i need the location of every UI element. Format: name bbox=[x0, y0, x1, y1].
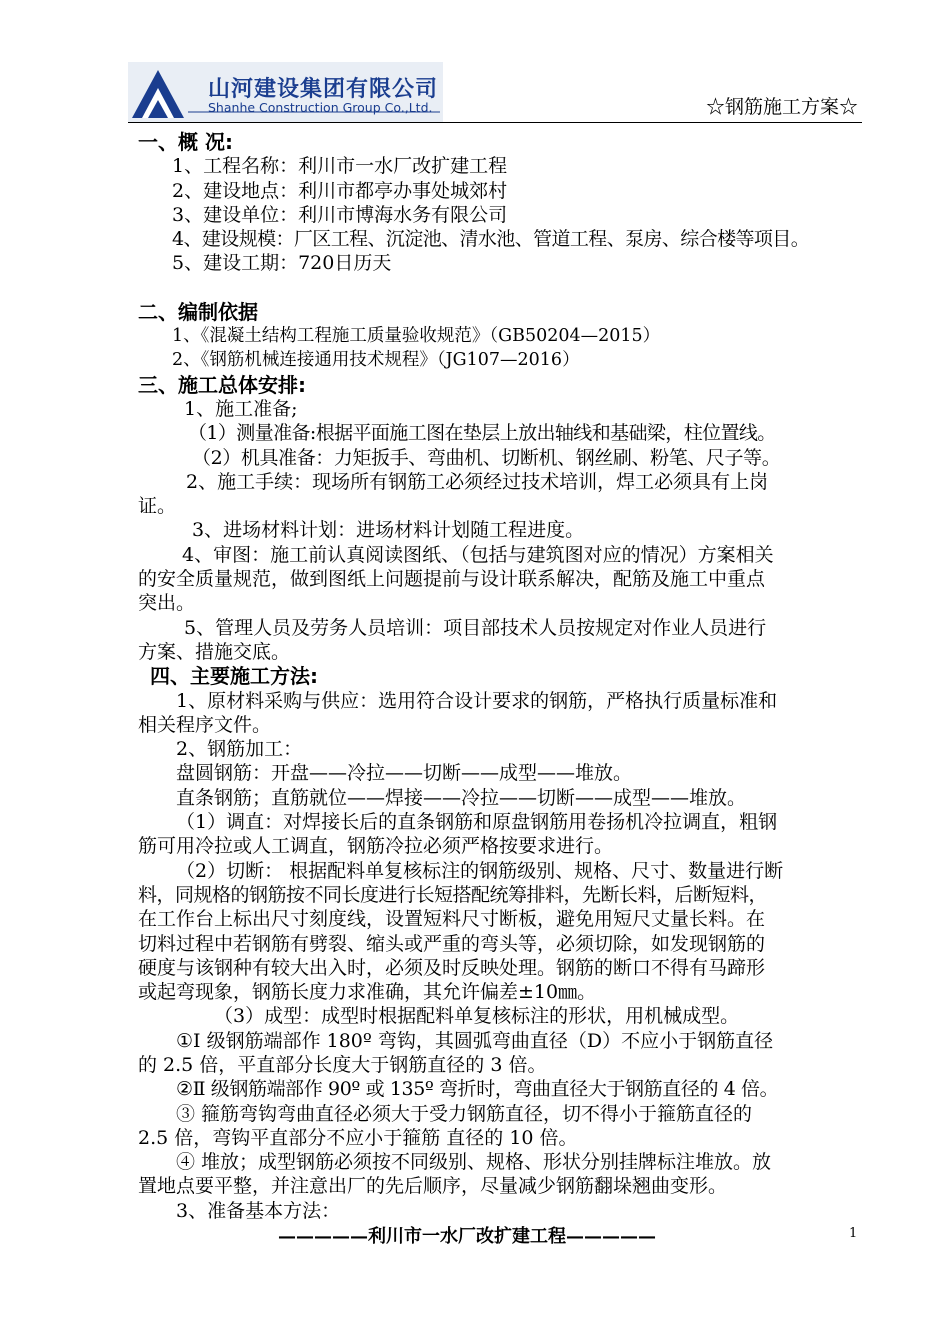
paragraph-line: 切料过程中若钢筋有劈裂、缩头或严重的弯头等，必须切除，如发现钢筋的 bbox=[138, 932, 766, 955]
paragraph-line: 2.5 倍，弯钩平直部分不应小于箍筋 直径的 10 倍。 bbox=[138, 1126, 578, 1149]
paragraph-line: 2、钢筋加工： bbox=[176, 738, 303, 761]
paragraph-line: 的 2.5 倍，平直部分长度大于钢筋直径的 3 倍。 bbox=[138, 1053, 547, 1076]
paragraph-line: 5、管理人员及劳务人员培训：项目部技术人员按规定对作业人员进行 bbox=[184, 616, 767, 639]
basis-item: 1、《混凝土结构工程施工质量验收规范》（GB50204—2015） bbox=[172, 326, 661, 347]
paragraph-line: （3）成型：成型时根据配料单复核标注的形状，用机械成型。 bbox=[214, 1005, 740, 1028]
paragraph-line: 证。 bbox=[138, 495, 177, 518]
section-3-heading: 三、施工总体安排: bbox=[138, 372, 306, 397]
paragraph-line: 或起弯现象，钢筋长度力求准确，其允许偏差±10㎜。 bbox=[138, 981, 597, 1004]
header-divider bbox=[128, 122, 862, 123]
page-header bbox=[128, 62, 862, 124]
overview-item: 3、建设单位：利川市博海水务有限公司 bbox=[172, 203, 508, 226]
paragraph-line: 2、施工手续：现场所有钢筋工必须经过技术培训，焊工必须具有上岗 bbox=[186, 470, 769, 493]
paragraph-line: 置地点要平整，并注意出厂的先后顺序，尽量减少钢筋翻垛翘曲变形。 bbox=[138, 1175, 728, 1198]
overview-item: 2、建设地点：利川市都亭办事处城郊村 bbox=[172, 179, 508, 202]
paragraph-line: （2）机具准备：力矩扳手、弯曲机、切断机、钢丝刷、粉笔、尺子等。 bbox=[192, 446, 781, 469]
paragraph-line: 盘圆钢筋：开盘——冷拉——切断——成型——堆放。 bbox=[176, 762, 633, 785]
paragraph-line: ④ 堆放；成型钢筋必须按不同级别、规格、形状分别挂牌标注堆放。放 bbox=[176, 1151, 772, 1174]
paragraph-line: 方案、措施交底。 bbox=[138, 640, 291, 663]
logo-company-name-cn: 山河建设集团有限公司 bbox=[208, 77, 439, 102]
footer-project-name: —————利川市一水厂改扩建工程————— bbox=[278, 1226, 656, 1247]
overview-item: 5、建设工期：720日历天 bbox=[172, 252, 392, 275]
paragraph-line: 筋可用冷拉或人工调直，钢筋冷拉必须严格按要求进行。 bbox=[138, 835, 614, 858]
logo-company-name-en: Shanhe Construction Group Co.,Ltd. bbox=[208, 100, 433, 115]
section-1-heading: 一、概 况: bbox=[138, 130, 233, 154]
paragraph-line: 4、审图：施工前认真阅读图纸、（包括与建筑图对应的情况）方案相关 bbox=[182, 543, 774, 566]
paragraph-line: 相关程序文件。 bbox=[138, 713, 272, 736]
section-2-heading: 二、编制依据 bbox=[138, 299, 258, 324]
paragraph-line: 料，同规格的钢筋按不同长度进行长短搭配统筹排料，先断长料，后断短料， bbox=[138, 883, 768, 906]
paragraph-line: 直条钢筋；直筋就位——焊接——冷拉——切断——成型——堆放。 bbox=[176, 786, 747, 809]
paragraph-line: （2）切断： 根据配料单复核标注的钢筋级别、规格、尺寸、数量进行断 bbox=[176, 859, 784, 882]
paragraph-line: 1、施工准备; bbox=[184, 397, 298, 420]
document-title: ☆钢筋施工方案☆ bbox=[705, 96, 858, 118]
paragraph-line: 硬度与该钢种有较大出入时，必须及时反映处理。钢筋的断口不得有马蹄形 bbox=[138, 956, 766, 979]
overview-item: 4、建设规模：厂区工程、沉淀池、清水池、管道工程、泵房、综合楼等项目。 bbox=[172, 228, 810, 251]
paragraph-line: 1、原材料采购与供应：选用符合设计要求的钢筋，严格执行质量标准和 bbox=[176, 689, 778, 712]
basis-item: 2、《钢筋机械连接通用技术规程》（JG107—2016） bbox=[172, 350, 580, 371]
paragraph-line: 突出。 bbox=[138, 592, 196, 615]
paragraph-line: ①Ⅰ 级钢筋端部作 180º 弯钩，其圆弧弯曲直径（D）不应小于钢筋直径 bbox=[176, 1029, 774, 1052]
paragraph-line: 3、进场材料计划：进场材料计划随工程进度。 bbox=[192, 519, 585, 542]
paragraph-line: 在工作台上标出尺寸刻度线，设置短料尺寸断板，避免用短尺丈量长料。在 bbox=[138, 908, 766, 931]
document-body bbox=[138, 130, 862, 1223]
paragraph-line: （1）调直：对焊接长后的直条钢筋和原盘钢筋用卷扬机冷拉调直，粗钢 bbox=[176, 811, 778, 834]
paragraph-line: ②Ⅱ 级钢筋端部作 90º 或 135º 弯折时，弯曲直径大于钢筋直径的 4 倍。 bbox=[176, 1078, 779, 1101]
section-4-heading: 四、主要施工方法: bbox=[150, 664, 318, 689]
overview-item: 1、工程名称：利川市一水厂改扩建工程 bbox=[172, 155, 508, 178]
paragraph-line: ③ 箍筋弯钩弯曲直径必须大于受力钢筋直径，切不得小于箍筋直径的 bbox=[176, 1102, 753, 1125]
paragraph-line: （1）测量准备:根据平面施工图在垫层上放出轴线和基础梁，柱位置线。 bbox=[188, 422, 776, 445]
paragraph-line: 3、准备基本方法： bbox=[176, 1199, 341, 1222]
paragraph-line: 的安全质量规范，做到图纸上问题提前与设计联系解决，配筋及施工中重点 bbox=[138, 568, 766, 591]
page-number: 1 bbox=[849, 1226, 858, 1241]
